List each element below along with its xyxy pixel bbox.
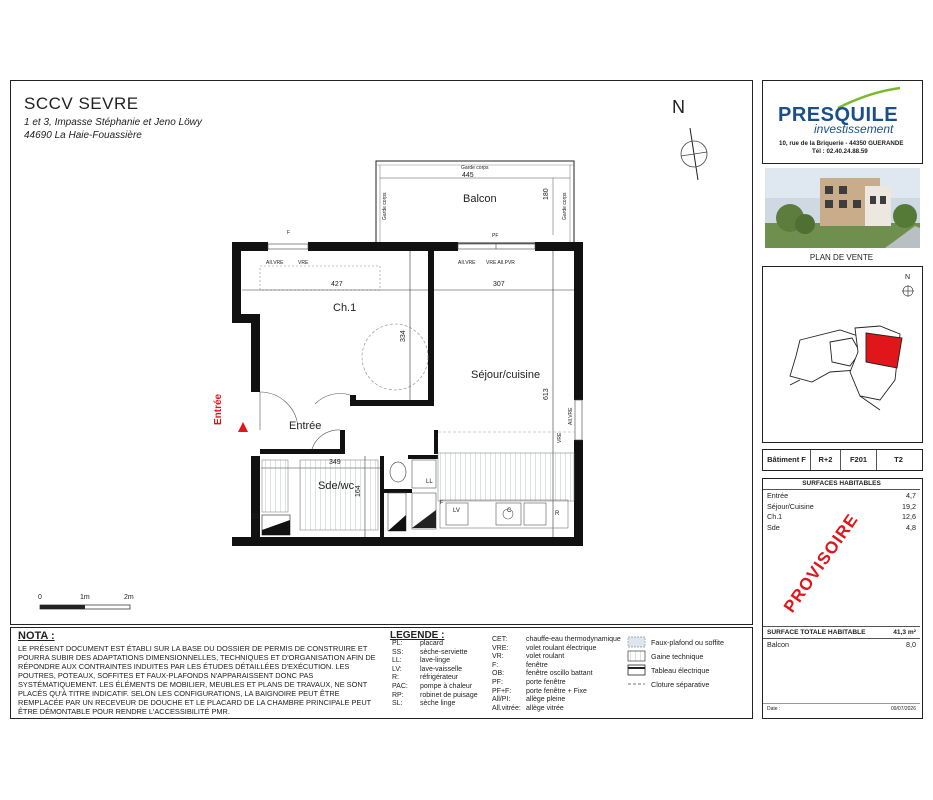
ann-vre-pvr: VRE AIl.PVR xyxy=(486,260,515,266)
ann-r: R xyxy=(555,511,560,517)
kitchen-counter xyxy=(438,453,574,501)
batiment-cell: Bâtiment F xyxy=(763,450,811,470)
annex-row xyxy=(763,640,920,651)
date-value: 09/07/2026 xyxy=(890,706,916,712)
legend-swatches xyxy=(628,637,645,684)
legend-entry xyxy=(392,657,492,666)
legend-col2 xyxy=(492,636,627,713)
legend-key: RP: xyxy=(392,691,404,699)
legend-entry xyxy=(392,700,492,709)
total-value: 41,3 m² xyxy=(893,629,916,636)
surface-row-value: 19,2 xyxy=(902,501,916,511)
keymap-north: N xyxy=(905,274,911,281)
legend-swatch-label: Tableau électrique xyxy=(651,665,710,675)
company-name-part2: ILE xyxy=(865,104,899,126)
legend-entry xyxy=(492,653,627,662)
batiment-cell: T2 xyxy=(894,455,903,464)
ann-vr-right: AIl.VRE xyxy=(568,407,574,425)
ann-garde-corps-right: Garde corps xyxy=(562,192,568,220)
dim-sejour-depth: 613 xyxy=(543,388,550,400)
legend-key: PAC: xyxy=(392,682,408,690)
compass-label: N xyxy=(672,97,685,117)
legend-entry xyxy=(392,674,492,683)
legend-key: PL: xyxy=(392,640,403,647)
legend-swatch-label: Cloture séparative xyxy=(651,679,710,689)
legend-desc: volet roulant xyxy=(526,653,565,661)
dim-sde-depth: 164 xyxy=(355,485,362,497)
legend-entry xyxy=(492,662,627,671)
project-address-line1: 1 et 3, Impasse Stéphanie et Jeno Löwy xyxy=(24,117,202,128)
ann-garde-corps-top: Garde corps xyxy=(461,165,489,171)
surface-row xyxy=(763,502,920,513)
legend-key: OB: xyxy=(492,670,505,678)
legend-desc: sèche-serviette xyxy=(420,648,468,656)
project-address-line2: 44690 La Haie-Fouassière xyxy=(24,130,142,141)
surface-row-label: Sde xyxy=(767,522,780,532)
surface-row-value: 4,8 xyxy=(906,522,916,532)
legend-entry xyxy=(492,688,627,697)
legend-key: CET: xyxy=(492,636,508,643)
surface-row-label: Entrée xyxy=(767,491,789,500)
legend-desc: porte fenêtre xyxy=(526,678,566,686)
legend-key: LV: xyxy=(392,665,402,673)
company-name-part1: PRESQU xyxy=(778,104,866,126)
legend-col1 xyxy=(392,640,492,709)
compass xyxy=(681,128,707,180)
dim-sde-width: 349 xyxy=(329,459,341,466)
legend-entry xyxy=(492,636,627,645)
ann-alveo2: AIl.VRE xyxy=(458,260,476,266)
annex-list xyxy=(763,640,920,651)
company-address: 10, rue de la Briquerie - 44350 GUERANDE xyxy=(779,140,904,147)
legend-key: R: xyxy=(392,674,399,682)
surface-row-value: 4,7 xyxy=(906,491,916,500)
room-balcon: Balcon xyxy=(463,193,497,205)
surface-row-label: Ch.1 xyxy=(767,512,783,521)
legend-desc: sèche linge xyxy=(420,700,456,708)
dim-ch1-width: 427 xyxy=(331,281,343,288)
legend-key: All/PI: xyxy=(492,696,511,704)
keymap xyxy=(790,285,914,410)
entrance-arrow xyxy=(238,422,248,432)
ann-ss: SS xyxy=(251,514,260,520)
surface-row xyxy=(763,491,920,502)
company-tagline: investissement xyxy=(814,122,894,136)
legend-entry xyxy=(492,705,627,714)
room-sde: Sde/wc xyxy=(318,480,355,492)
dim-ch1-depth: 334 xyxy=(400,330,407,342)
ann-f: F xyxy=(287,230,291,236)
legend-desc: fenêtre xyxy=(526,661,548,669)
scale-bar xyxy=(40,605,130,609)
legend-key: PF: xyxy=(492,678,503,686)
legend-entry xyxy=(392,692,492,701)
legend-entry xyxy=(492,670,627,679)
legend-desc: chauffe-eau thermodynamique xyxy=(526,636,621,643)
legend-title: LEGENDE : xyxy=(390,630,445,641)
annex-row-label: Balcon xyxy=(767,640,789,649)
dim-sejour-width: 307 xyxy=(493,281,505,288)
plan-de-vente-label: PLAN DE VENTE xyxy=(809,253,874,262)
ann-f-small: F xyxy=(440,500,444,506)
legend-desc: lave-vaisselle xyxy=(420,665,463,673)
dim-balcon-width: 445 xyxy=(462,172,474,179)
legend-entry xyxy=(492,696,627,705)
legend-desc: lave-linge xyxy=(420,657,450,665)
date-label: Date : xyxy=(767,706,781,712)
legend-key: LL: xyxy=(392,657,402,665)
legend-key: VR: xyxy=(492,653,504,661)
provisoire-stamp: PROVISOIRE xyxy=(780,510,862,616)
legend-key: SS: xyxy=(392,648,404,656)
legend-desc: porte fenêtre + Fixe xyxy=(526,687,587,695)
legend-desc: robinet de puisage xyxy=(420,691,478,699)
bathtub xyxy=(262,460,288,512)
ann-vre-right: VRE xyxy=(557,432,563,443)
legend-desc: fenêtre oscillo battant xyxy=(526,670,593,678)
surface-row-label: Séjour/Cuisine xyxy=(767,501,814,511)
right-window xyxy=(575,400,582,440)
entrance-label: Entrée xyxy=(213,393,224,425)
surfaces-title: SURFACES HABITABLES xyxy=(763,480,920,490)
legend-desc: pompe à chaleur xyxy=(420,682,473,690)
ann-ll: LL xyxy=(426,479,433,485)
legend-swatch-label: Faux-plafond ou soffite xyxy=(651,637,724,647)
surface-row-value: 12,6 xyxy=(902,512,916,521)
legend-desc: réfrigérateur xyxy=(420,674,459,682)
project-name: SCCV SEVRE xyxy=(24,94,139,113)
ann-alveo1: AIl.VRE xyxy=(266,260,284,266)
legend-entry xyxy=(492,679,627,688)
ann-pf: PF xyxy=(492,233,499,239)
legend-desc: volet roulant électrique xyxy=(526,644,597,652)
legend-entry xyxy=(492,645,627,654)
room-entree: Entrée xyxy=(289,420,322,432)
legend-key: SL: xyxy=(392,700,403,708)
batiment-row xyxy=(763,450,920,468)
total-row xyxy=(763,626,920,639)
legend-entry xyxy=(392,649,492,658)
legend-desc: allège pleine xyxy=(526,696,566,704)
legend-key: All.vitrée: xyxy=(492,704,521,712)
room-chambre: Ch.1 xyxy=(333,302,357,314)
legend-swatch-label: Gaine technique xyxy=(651,651,704,661)
ann-lv: LV xyxy=(453,508,460,514)
legend-entry xyxy=(392,640,492,649)
legend-key: VRE: xyxy=(492,644,509,652)
company-phone: Tél : 02.40.24.88.59 xyxy=(812,148,868,155)
batiment-cell: R+2 xyxy=(811,450,841,470)
legend-key: PF+F: xyxy=(492,687,512,695)
legend-desc: placard xyxy=(420,640,443,647)
total-label: SURFACE TOTALE HABITABLE xyxy=(767,629,866,636)
legend-key: F: xyxy=(492,661,499,669)
ann-vre1: VRE xyxy=(298,260,309,266)
room-sejour: Séjour/cuisine xyxy=(471,369,541,381)
ann-c: C xyxy=(507,508,512,514)
ann-garde-corps-left: Garde corps xyxy=(382,192,388,220)
legend-swatch-labels xyxy=(651,635,751,691)
scale-label-1m: 1m xyxy=(80,594,90,601)
legend-desc: allège vitrée xyxy=(526,704,564,712)
scale-label-0: 0 xyxy=(38,594,42,601)
legend-entry xyxy=(392,666,492,675)
legend-entry xyxy=(392,683,492,692)
annex-row-value: 8,0 xyxy=(906,640,916,649)
batiment-cell: F201 xyxy=(841,450,877,470)
nota-text: LE PRÉSENT DOCUMENT EST ÉTABLI SUR LA BASE DU DOSSIER DE PERMIS DE CONSTRUIRE ET POURRA SUBIR DES ADAPTATIONS DIMENSIONNELLES, TECHNIQUES ET D'ORGANISATION AFIN DE RÉPONDRE AUX CONTRAINTES INDUITES PAR LES ÉTUDES DÉTAILLÉES D'EXÉCUTION. LES POUTRES, POTEAUX, SOFFITES ET FAUX-PLAFONDS N'APPARAISSENT DONC PAS SYSTÉMATIQUEMENT. LES ÉLÉMENTS DE MOBILIER, MEUBLES ET PLANS DE TRAVAUX, NE SONT PLACÉS QU'À TITRE INDICATIF. SELON LES CONFIGURATIONS, LA BAIGNOIRE PEUT ÊTRE REMPLACÉE PAR UN RECEVEUR DE DOUCHE ET LE PLACARD DE LA CHAMBRE PRINCIPALE PEUT ÊTRE DÉMONTABLE POUR RENDRE L'ACCESSIBILITÉ PMR. xyxy=(18,644,376,716)
scale-label-2m: 2m xyxy=(124,594,134,601)
dim-balcon-depth: 180 xyxy=(543,188,550,200)
nota-title: NOTA : xyxy=(18,630,55,642)
date-row xyxy=(763,703,920,712)
